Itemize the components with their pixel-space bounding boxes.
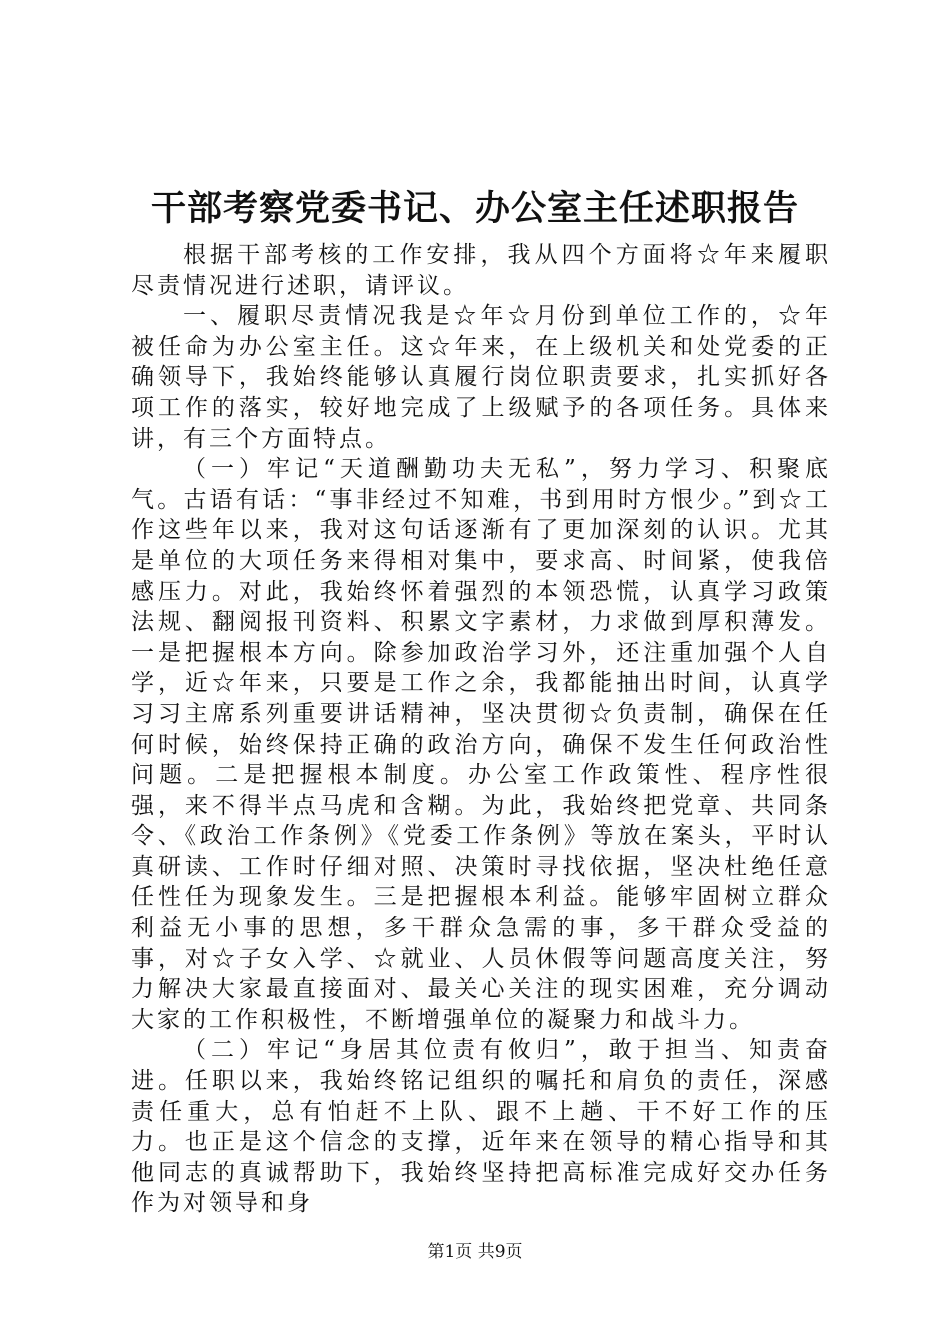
document-title: 干部考察党委书记、办公室主任述职报告 — [150, 188, 799, 229]
paragraph-section-1: 一、履职尽责情况我是☆年☆月份到单位工作的，☆年被任命为办公室主任。这☆年来，在上级机关和处党委的正确领导下，我始终能够认真履行岗位职责要求，扎实抓好各项工作的落实，较好地完成了上级赋予的各项任务。具体来讲，有三个方面特点。 — [131, 303, 831, 452]
paragraph-intro: 根据干部考核的工作安排，我从四个方面将☆年来履职尽责情况进行述职，请评议。 — [131, 242, 831, 299]
paragraph-subsection-1: （一）牢记“天道酬勤功夫无私”，努力学习、积聚底气。古语有话：“事非经过不知难，书到用时方恨少。”到☆工作这些年以来，我对这句话逐渐有了更加深刻的认识。尤其是单位的大项任务来得相对集中，要求高、时间紧，使我倍感压力。对此，我始终怀着强烈的本领恐慌，认真学习政策法规、翻阅报刊资料、积累文字素材，力求做到厚积薄发。一是把握根本方向。除参加政治学习外，还注重加强个人自学，近☆年来，只要是工作之余，我都能抽出时间，认真学习习主席系列重要讲话精神，坚决贯彻☆负责制，确保在任何时候，始终保持正确的政治方向，确保不发生任何政治性问题。二是把握根本制度。办公室工作政策性、程序性很强，来不得半点马虎和含糊。为此，我始终把党章、共同条令、《政治工作条例》《党委工作条例》等放在案头，平时认真研读、工作时仔细对照、决策时寻找依据，坚决杜绝任意任性任为现象发生。三是把握根本利益。能够牢固树立群众利益无小事的思想，多干群众急需的事，多干群众受益的事，对☆子女入学、☆就业、人员休假等问题高度关注，努力解决大家最直接面对、最关心关注的现实困难，充分调动大家的工作积极性，不断增强单位的凝聚力和战斗力。 — [131, 456, 831, 1033]
paragraph-subsection-2: （二）牢记“身居其位责有攸归”，敢于担当、知责奋进。任职以来，我始终铭记组织的嘱托和肩负的责任，深感责任重大，总有怕赶不上队、跟不上趟、干不好工作的压力。也正是这个信念的支撑，近年来在领导的精心指导和其他同志的真诚帮助下，我始终坚持把高标准完成好交办任务作为对领导和身 — [131, 1037, 831, 1217]
page-number-footer: 第1页 共9页 — [427, 1242, 523, 1262]
document-body — [131, 240, 831, 1219]
